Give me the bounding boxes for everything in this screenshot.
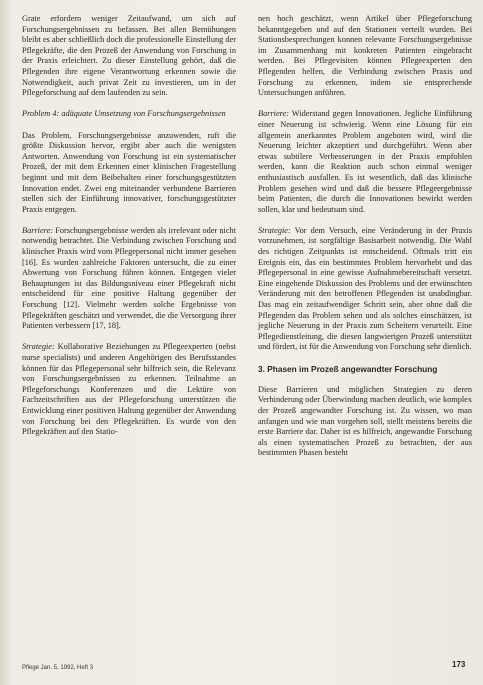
paragraph-lead: Strategie: <box>22 342 55 352</box>
paragraph-body: Vor dem Versuch, eine Veränderung in der Praxis vorzunehmen, ist sorgfältige Basisarbeit notwendig. Die Wahl des richtigen Zeitpunkts ist entscheidend. Oftmals tritt ein Ereignis ein, das ein bestimmtes Problem hervorhebt und das Pflegepersonal in eine gewisse Aufnahmebereitschaft versetzt. Eine eingehende Diskussion des Problems und der erwünschten Veränderung mit den betroffenen Pflegenden ist unabdingbar. Das mag ein zeitaufwendiger Schritt sein, aber ohne daß die Pflegenden das Problem sehen und als solches einschätzen, ist jegliche Neuerung in der Praxis zum Scheitern verurteilt. Eine Pflegedienstleitung, die diesen langwierigen Prozeß unterstützt und fördert, ist für die Anwendung von Forschung sehr dienlich. <box>258 225 472 352</box>
paragraph <box>22 226 236 332</box>
left-column <box>22 14 236 438</box>
paragraph: Das Problem, Forschungsergebnisse anzuwenden, ruft die größte Diskussion hervor, ergibt aber auch die wenigsten Antworten. Anwendung von Forschung ist ein systematischer Prozeß, der mit dem Erkennen einer klinischen Fragestellung beginnt und mit dem Beibehalten einer forschungsgestützten Innovation endet. Zwei eng miteinander verbundene Barrieren stellen sich der Einführung innovativer, forschungsgestützter Praxis entgegen. <box>22 130 236 214</box>
paragraph-body: Widerstand gegen Innovationen. Jegliche Einführung einer Neuerung ist schwierig. Wenn eine Lösung für ein allgemein anerkanntes Problem angeboten wird, wird die Neuerung leichter akzeptiert und durchgeführt. Wenn aber etwas subtilere Verbesserungen in der Praxis empfohlen werden, kann die Reaktion auch schon einmal weniger enthusiastisch ausfallen. Es ist wesentlich, daß das klinische Problem gesehen wird und daß die bessere Pflegeergebnisse beim Patienten, die durch die Innovationen bewirkt werden sollen, klar und bedeutsam sind. <box>258 109 472 214</box>
paragraph: Diese Barrieren und möglichen Strategien zu deren Verhinderung oder Überwindung machen deutlich, wie komplex der Prozeß angewandter Forschung ist. Zu wissen, wo man anfangen und wie man vorgehen soll, stellt meistens bereits die erste Barriere dar. Daher ist es hilfreich, angewandte Forschung als einen systematischen Prozeß zu betrachten, der aus bestimmten Phasen besteht <box>258 384 472 458</box>
right-column <box>258 14 472 459</box>
paragraph: nen hoch geschätzt, wenn Artikel über Pflegeforschung bekanntgegeben und auf den Stationen verteilt wurden. Bei Stationsbesprechungen konnen relevante Forschungsergebnisse im Zusammenhang mit konkreten Patienten eingebracht werden. Bei Pflegevisiten können Pflegeexperten den Pflegenden helfen, die Verbindung zwischen Praxis und Forschung zu erkennen, indem sie entsprechende Untersuchungen anführen. <box>258 14 472 98</box>
paragraph <box>258 226 472 353</box>
paragraph <box>22 342 236 437</box>
paragraph-body: Kollaborative Beziehungen zu Pflegeexperten (nebst nurse specialists) und anderen Angehörigen des Berufsstandes können für das Pflegepersonal sehr hilfreich sein, die Relevanz von Forschungsergebnissen zu erkennen. Teilnahme an Pflegeforschungs Konferenzen und die Lektüre von Fachzeitschriften aus der Pflegeforschung unterstützen die Entwicklung einer positiven Haltung gegenüber der Anwendung von Forschung bei den Pflegekräften. Es wurde von den Pflegekräften auf den Statio- <box>22 342 236 437</box>
paragraph-body: Forschungsergebnisse werden als irrelevant oder nicht notwendig betrachtet. Die Verbindung zwischen Forschung und klinischer Praxis wird vom Pflegepersonal nicht immer gesehen [16]. Es wurden zahlreiche Faktoren untersucht, die zu einer Abwertung von Forschung führen können. Entgegen vieler Behauptungen ist das Bildungsniveau einer Pflegekraft nicht entscheidend für eine positive Haltung gegenüber der Forschung [12]. Vielmehr werden solche Ergebnisse von Pflegekräften geschätzt und verwendet, die die Versorgung ihrer Patienten verbessern [17, 18]. <box>22 225 236 331</box>
journal-footer: Pflege Jan. 5, 1992, Heft 3 <box>22 665 94 671</box>
paragraph-lead: Barriere: <box>258 109 290 119</box>
section-subheading: Problem 4: adäquate Umsetzung von Forschungsergebnissen <box>22 109 226 119</box>
section-heading: 3. Phasen im Prozeß angewandter Forschung <box>258 363 438 374</box>
paragraph-lead: Strategie: <box>258 225 291 235</box>
paragraph-lead: Barriere: <box>22 225 54 235</box>
page-number: 173 <box>452 660 466 669</box>
paragraph <box>258 109 472 215</box>
paragraph: Grate erfordern weniger Zeitaufwand, um sich auf Forschungsergebnissen zu befassen. Bei allen Bemühungen bleibt es aber schließlich doch die professionelle Einstellung der Pflegekräfte, die den Prozeß der Anwendung von Forschung in der Praxis erleichtert. Zu dieser Einstellung gehört, daß die Pflegenden ihre eigene Verantwortung erkennen sowie die Notwendigkeit, auch privat Zeit zu investieren, um in der Pflegeforschung auf dem laufenden zu sein. <box>22 14 236 98</box>
